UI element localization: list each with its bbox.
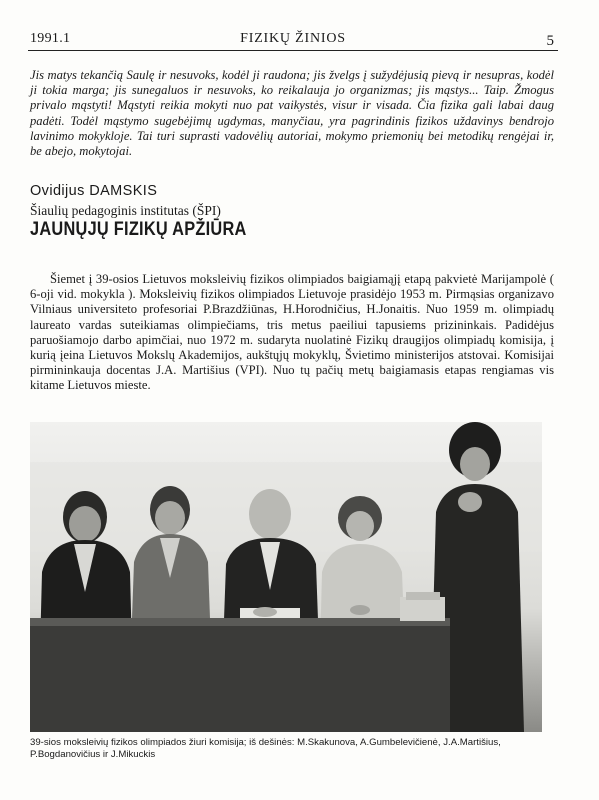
article-body: Šiemet į 39-osios Lietuvos moksleivių fizikos olimpiados baigiamąjį etapą pakvietė Marijampolė ( 6-oji vid. mokykla ). Moksleivių fizikos olimpiados Lietuvoje prasidėjo 1953 m. Pirmąsias organizavo Vilniaus universiteto profesoriai P.Brazdžiūnas, H.Horodničius, H.Jonaitis. Nuo 1959 m. olimpiadų laureato vardas suteikiamas olimpiečiams, tris metus paeiliui tapusiems prizininkais. Padidėjus paruošiamojo darbo apimčiai, nuo 1972 m. sudaryta nuolatinė Fizikų draugijos olimpiadų komisija, į kurią įeina Lietuvos Mokslų Akademijos, aukštųjų mokyklų, Švietimo ministerijos atstovai. Komisijai pirmininkauja docentas J.A. Martišius (VPI). Nuo tų pačių metų baigiamasis etapas rengiamas vis kitame Lietuvos mieste.: [30, 272, 554, 393]
intro-paragraph: Jis matys tekančią Saulę ir nesuvoks, kodėl ji raudona; jis žvelgs į sužydėjusią pievą ir nesupras, kodėl ji tokia marga; jis sunegaluos ir nesuvoks, ko reikalauja jo organizmas; jis mąstys... Taip. Žmogus privalo mąstyti! Mąstyti reikia mokyti nuo pat vaikystės, visur ir visada. Čia fizika gali labai daug padėti. Todėl mąstymo sugebėjimų ugdymas, manyčiau, yra pagrindinis fizikos uždavinys bendrojo lavinimo mokykloje. Tai turi suprasti vadovėlių autoriai, mokymo priemonių bei metodikų rengėjai ir, be abejo, mokytojai.: [30, 68, 554, 159]
page-number: 5: [546, 33, 554, 49]
author-institution: Šiaulių pedagoginis institutas (ŠPI): [30, 203, 221, 218]
photo-illustration: [30, 422, 542, 732]
jury-photo: [30, 422, 542, 732]
article-title: JAUNŲJŲ FIZIKŲ APŽIŪRA: [30, 219, 247, 240]
issue-date: 1991.1: [30, 31, 71, 46]
article-author: Ovidijus DAMSKIS: [30, 183, 158, 199]
journal-title: FIZIKŲ ŽINIOS: [240, 31, 346, 46]
photo-caption: 39-sios moksleivių fizikos olimpiados žiuri komisija; iš dešinės: M.Skakunova, A.Gumbelevičienė, J.A.Martišius, P.Bogdanovičius ir J.Mikuckis: [30, 737, 501, 760]
running-header: [28, 28, 558, 51]
